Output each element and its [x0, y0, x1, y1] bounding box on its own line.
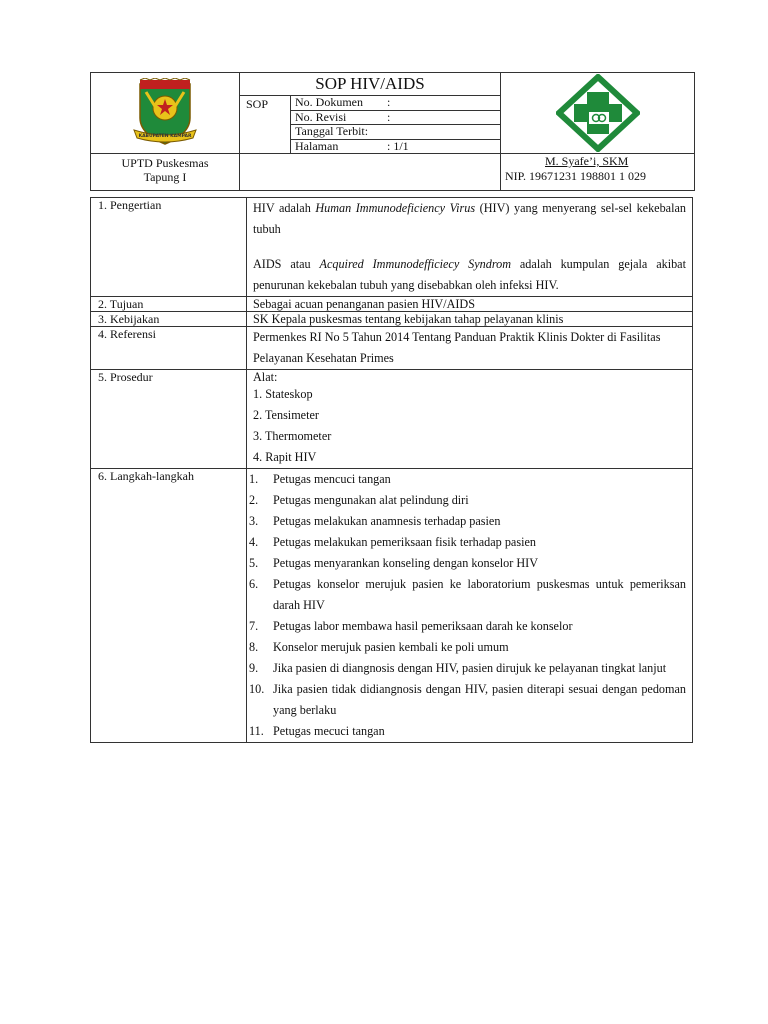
puskesmas-logo-cell — [501, 73, 695, 154]
tool-item: 2. Tensimeter — [253, 408, 319, 422]
tool-item: 1. Stateskop — [253, 387, 313, 401]
document-meta — [240, 96, 500, 153]
step-item: 7. Petugas labor membawa hasil pemeriksaan darah ke konselor — [249, 619, 573, 633]
tool-item: 4. Rapit HIV — [253, 450, 317, 464]
prosedur-heading: Alat: — [253, 370, 278, 384]
row-langkah — [91, 469, 693, 743]
step-item: 9. Jika pasien di diangnosis dengan HIV, pasien dirujuk ke pelayanan tingkat lanjut — [249, 661, 667, 675]
logo-ribbon-text: KABUPATEN KAMPAR — [138, 134, 192, 139]
steps-list — [249, 469, 686, 742]
regency-logo-cell — [91, 73, 240, 154]
step-item: 6. Petugas konselor merujuk pasien ke laboratorium puskesmas untuk pemeriksan darah HIV — [249, 577, 686, 612]
step-item: 10. Jika pasien tidak didiangnosis dengan HIV, pasien diterapi sesuai dengan pedoman yang berlaku — [249, 682, 686, 717]
definition-aids: AIDS atau Acquired Immunodefficiecy Syndrom adalah kumpulan gejala akibat penurunan kekebalan tubuh yang disebabkan oleh infeksi HIV. — [253, 257, 686, 292]
label-pengertian: 1. Pengertian — [91, 198, 247, 297]
signer-name: M. Syafe’i, SKM — [545, 154, 629, 168]
content-langkah — [247, 469, 693, 743]
label-langkah: 6. Langkah-langkah — [91, 469, 247, 743]
meta-row-revisi: No. Revisi : — [290, 111, 500, 126]
row-tujuan — [91, 297, 693, 312]
step-item: 4. Petugas melakukan pemeriksaan fisik terhadap pasien — [249, 535, 536, 549]
label-kebijakan: 3. Kebijakan — [91, 312, 247, 327]
sop-body-table — [90, 197, 693, 743]
row-pengertian — [91, 198, 693, 297]
step-item: 8. Konselor merujuk pasien kembali ke poli umum — [249, 640, 509, 654]
step-item: 2. Petugas mengunakan alat pelindung diri — [249, 493, 469, 507]
signer-nip: NIP. 19671231 198801 1 029 — [505, 169, 647, 183]
row-prosedur — [91, 370, 693, 469]
puskesmas-logo — [556, 74, 640, 152]
step-item: 3. Petugas melakukan anamnesis terhadap pasien — [249, 514, 501, 528]
kampar-regency-logo — [132, 78, 198, 148]
row-kebijakan — [91, 312, 693, 327]
content-kebijakan: SK Kepala puskesmas tentang kebijakan tahap pelayanan klinis — [247, 312, 693, 327]
label-referensi: 4. Referensi — [91, 327, 247, 370]
meta-row-halaman: Halaman : 1/1 — [290, 140, 500, 154]
sop-document — [90, 72, 693, 743]
step-item: 5. Petugas menyarankan konseling dengan konselor HIV — [249, 556, 539, 570]
meta-row-tanggal: Tanggal Terbit: — [290, 125, 500, 140]
org-name: UPTD Puskesmas — [121, 156, 209, 170]
org-cell — [91, 154, 240, 191]
content-prosedur — [247, 370, 693, 469]
step-item: 1. Petugas mencuci tangan — [249, 472, 391, 486]
sop-table — [90, 72, 695, 191]
label-tujuan: 2. Tujuan — [91, 297, 247, 312]
org-unit: Tapung I — [143, 170, 187, 184]
blank-cell — [240, 154, 501, 191]
row-referensi — [91, 327, 693, 370]
label-prosedur: 5. Prosedur — [91, 370, 247, 469]
step-item: 11. Petugas mecuci tangan — [249, 724, 385, 738]
definition-hiv: HIV adalah Human Immunodeficiency Virus (HIV) yang menyerang sel-sel kekebalan tubuh — [253, 201, 686, 236]
title-cell — [240, 73, 501, 154]
content-referensi: Permenkes RI No 5 Tahun 2014 Tentang Panduan Praktik Klinis Dokter di Fasilitas Pelayanan Kesehatan Primes — [247, 327, 693, 370]
tool-item: 3. Thermometer — [253, 429, 332, 443]
content-pengertian — [247, 198, 693, 297]
signer-cell — [501, 154, 695, 191]
document-title: SOP HIV/AIDS — [240, 73, 500, 96]
meta-row-dokumen: No. Dokumen : — [290, 96, 500, 111]
sop-label: SOP — [246, 97, 269, 111]
content-tujuan: Sebagai acuan penanganan pasien HIV/AIDS — [247, 297, 693, 312]
